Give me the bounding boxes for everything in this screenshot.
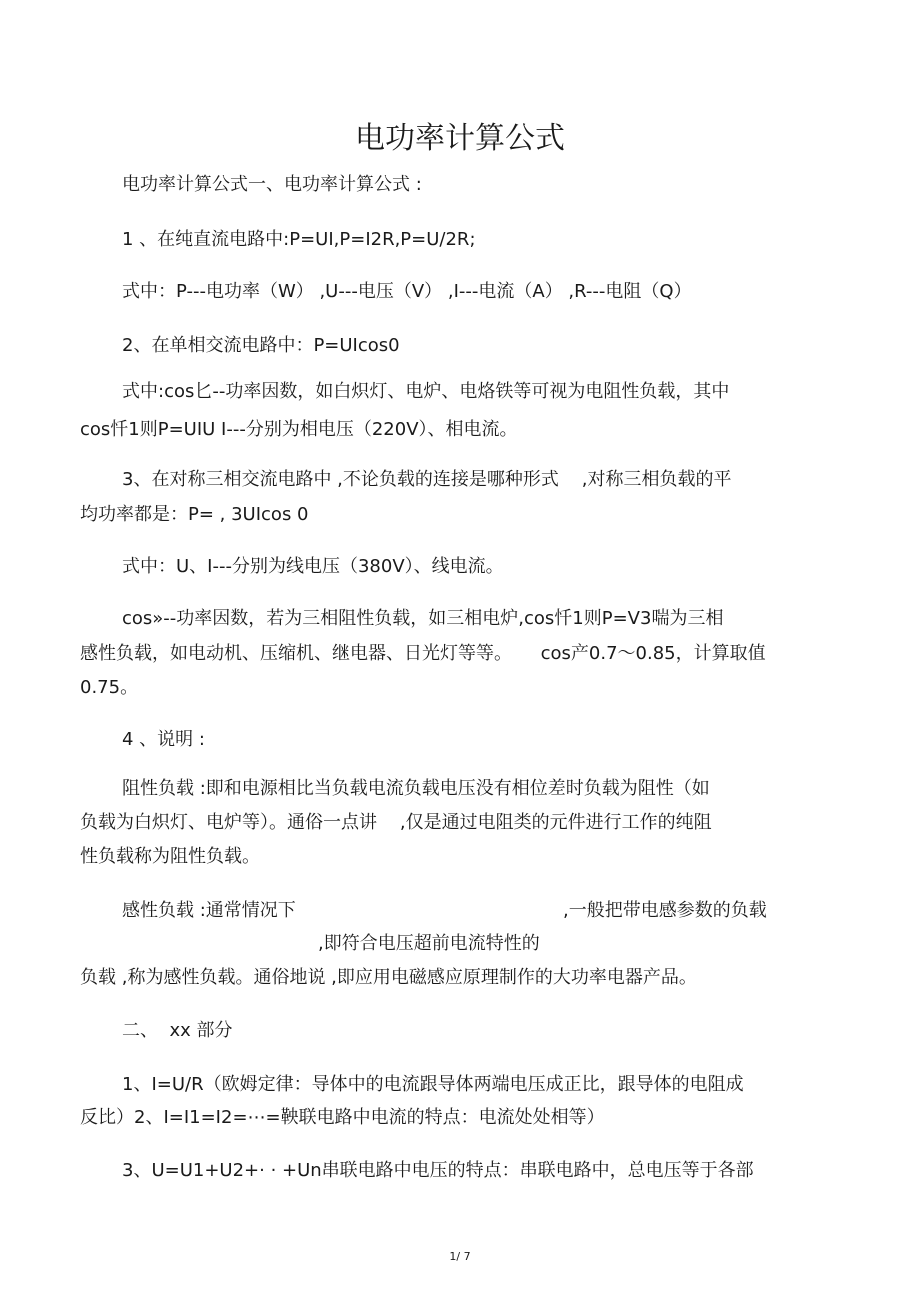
text-line: 1 、在纯直流电路中:P=UI,P=I2R,P=U/2R; [122, 229, 476, 250]
text-line: 感性负载 :通常情况下 [122, 900, 296, 921]
text-line: ,一般把带电感参数的负载 [563, 900, 767, 921]
text-line: 二、 xx 部分 [122, 1020, 233, 1041]
text-line: 式中：P---电功率（W） ,U---电压（V） ,I---电流（A） ,R---电阻（Q） [122, 281, 692, 302]
text-line: 阻性负载 :即和电源相比当负载电流负载电压没有相位差时负载为阻性（如 [122, 778, 710, 799]
page-number: 1/ 7 [449, 1250, 471, 1263]
text-line: 式中:cos匕--功率因数，如白炽灯、电炉、电烙铁等可视为电阻性负载，其中 [122, 381, 730, 402]
text-line: 均功率都是：P= , 3UIcos 0 [80, 504, 309, 525]
text-line: 2、在单相交流电路中：P=UIcos0 [122, 335, 400, 356]
text-line: 负载为白炽灯、电炉等）。通俗一点讲 ,仅是通过电阻类的元件进行工作的纯阻 [80, 812, 712, 833]
text-line: 电功率计算公式一、电功率计算公式 : [122, 174, 422, 195]
text-line: 4 、说明 : [122, 729, 205, 750]
text-line: 1、I=U/R（欧姆定律：导体中的电流跟导体两端电压成正比，跟导体的电阻成 [122, 1074, 744, 1095]
text-line: cos»--功率因数，若为三相阻性负载，如三相电炉,cos忏1则P=V3喘为三相 [122, 608, 724, 629]
text-line: ,即符合电压超前电流特性的 [318, 933, 540, 954]
text-line: cos忏1则P=UIU I---分别为相电压（220V）、相电流。 [80, 419, 518, 440]
page-title: 电功率计算公式 [355, 121, 565, 156]
text-line: 式中：U、I---分别为线电压（380V）、线电流。 [122, 556, 504, 577]
text-line: 3、在对称三相交流电路中 ,不论负载的连接是哪种形式 ,对称三相负载的平 [122, 469, 732, 490]
text-line: 0.75。 [80, 677, 139, 698]
text-line: 3、U=U1+U2+· · +Un串联电路中电压的特点：串联电路中，总电压等于各部 [122, 1160, 754, 1181]
text-line: 感性负载，如电动机、压缩机、继电器、日光灯等等。 cos产0.7〜0.85，计算取值 [80, 643, 766, 664]
text-line: 性负载称为阻性负载。 [80, 846, 260, 867]
text-line: 负载 ,称为感性负载。通俗地说 ,即应用电磁感应原理制作的大功率电器产品。 [80, 967, 697, 988]
text-line: 反比）2、I=I1=I2=⋯=鞅联电路中电流的特点：电流处处相等） [80, 1107, 605, 1128]
